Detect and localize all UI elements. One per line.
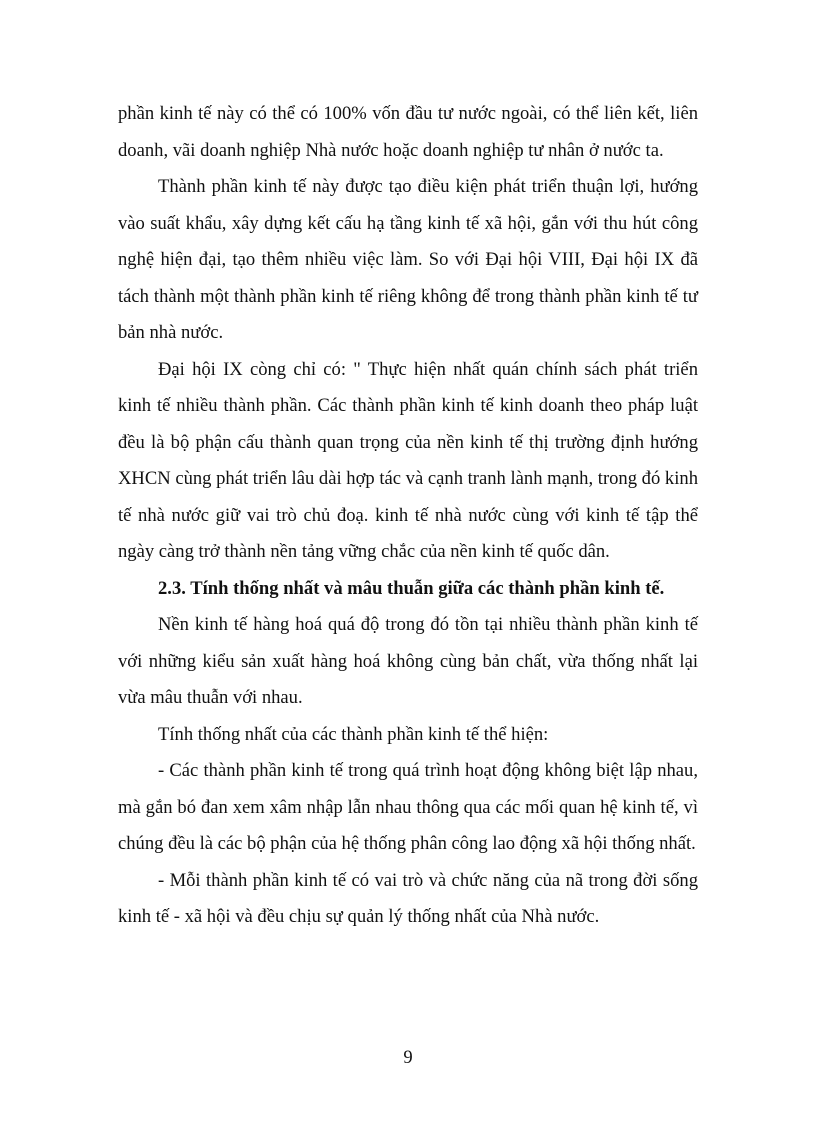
page-number: 9 [403, 1047, 413, 1068]
section-heading: 2.3. Tính thống nhất và mâu thuẫn giữa các thành phần kinh tế. [158, 577, 665, 599]
paragraph-transitional-economy: Nền kinh tế hàng hoá quá độ trong đó tồn tại nhiều thành phần kinh tế với những kiểu sản xuất hàng hoá không cùng bản chất, vừa thống nhất lại vừa mâu thuẫn với nhau. [118, 614, 698, 708]
paragraph-congress-ix-quote: Đại hội IX còng chỉ có: " Thực hiện nhất quán chính sách phát triển kinh tế nhiều thành phần. Các thành phần kinh tế kinh doanh theo pháp luật đều là bộ phận cấu thành quan trọng của nền kinh tế thị trường định hướng XHCN cùng phát triển lâu dài hợp tác và cạnh tranh lành mạnh, trong đó kinh tế nhà nước giữ vai trò chủ đoạ. kinh tế nhà nước cùng với kinh tế tập thể ngày càng trở thành nền tảng vững chắc của nền kinh tế quốc dân. [118, 358, 698, 562]
paragraph-development-conditions: Thành phần kinh tế này được tạo điều kiện phát triển thuận lợi, hướng vào suất khẩu, xây dựng kết cấu hạ tầng kinh tế xã hội, gắn với thu hút công nghệ hiện đại, tạo thêm nhiều việc làm. So với Đại hội VIII, Đại hội IX đã tách thành một thành phần kinh tế riêng không để trong thành phần kinh tế tư bản nhà nước. [118, 176, 698, 343]
paragraph-unity-intro: Tính thống nhất của các thành phần kinh tế thể hiện: [158, 723, 549, 745]
body-text [118, 96, 698, 936]
paragraph-continuation: phần kinh tế này có thể có 100% vốn đầu tư nước ngoài, có thể liên kết, liên doanh, vãi doanh nghiệp Nhà nước hoặc doanh nghiệp tư nhân ở nước ta. [118, 103, 698, 161]
paragraph-bullet-interconnection: - Các thành phần kinh tế trong quá trình hoạt động không biệt lập nhau, mà gắn bó đan xem xâm nhập lẫn nhau thông qua các mối quan hệ kinh tế, vì chúng đều là các bộ phận của hệ thống phân công lao động xã hội thống nhất. [118, 760, 698, 854]
paragraph-bullet-role-function: - Mỗi thành phần kinh tế có vai trò và chức năng của nã trong đời sống kinh tế - xã hội và đều chịu sự quản lý thống nhất của Nhà nước. [118, 869, 698, 927]
